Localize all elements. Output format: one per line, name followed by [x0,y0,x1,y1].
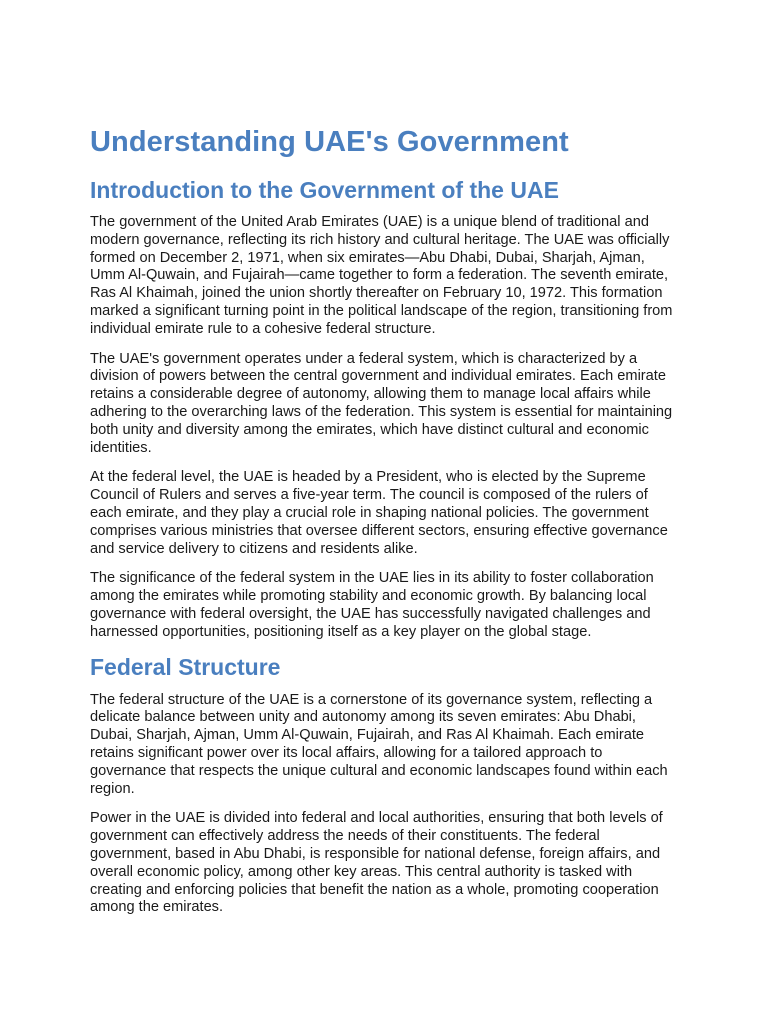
section-introduction [90,175,678,642]
paragraph: The federal structure of the UAE is a cornerstone of its governance system, reflecting a delicate balance between unity and autonomy among its seven emirates: Abu Dhabi, Dubai, Sharjah, Ajman, Umm Al-Quwain, Fujairah, and Ras Al Khaimah. Each emirate retains significant power over its local affairs, allowing for a tailored approach to governance that respects the unique cultural and economic landscapes found within each region. [90,691,668,797]
paragraph: Power in the UAE is divided into federal and local authorities, ensuring that both levels of government can effectively address the needs of their constituents. The federal government, based in Abu Dhabi, is responsible for national defense, foreign affairs, and overall economic policy, among other key areas. This central authority is tasked with creating and enforcing policies that benefit the nation as a whole, promoting cooperation among the emirates. [90,810,663,916]
paragraph: The government of the United Arab Emirates (UAE) is a unique blend of traditional and modern governance, reflecting its rich history and cultural heritage. The UAE was officially formed on December 2, 1971, when six emirates—Abu Dhabi, Dubai, Sharjah, Ajman, Umm Al-Quwain, and Fujairah—came together to form a federation. The seventh emirate, Ras Al Khaimah, joined the union shortly thereafter on February 10, 1972. This formation marked a significant turning point in the political landscape of the region, transitioning from individual emirate rule to a cohesive federal structure. [90,214,673,337]
section-federal-structure [90,652,678,918]
paragraph: The significance of the federal system in the UAE lies in its ability to foster collaboration among the emirates while promoting stability and economic growth. By balancing local governance with federal oversight, the UAE has successfully navigated challenges and harnessed opportunities, positioning itself as a key player on the global stage. [90,570,654,640]
document-title: Understanding UAE's Government [90,126,569,158]
section-heading-federal-structure: Federal Structure [90,653,281,680]
paragraph: The UAE's government operates under a federal system, which is characterized by a division of powers between the central government and individual emirates. Each emirate retains a considerable degree of autonomy, allowing them to manage local affairs while adhering to the overarching laws of the federation. This system is essential for maintaining both unity and diversity among the emirates, which have distinct cultural and economic identities. [90,350,673,456]
paragraph: At the federal level, the UAE is headed by a President, who is elected by the Supreme Council of Rulers and serves a five-year term. The council is composed of the rulers of each emirate, and they play a crucial role in shaping national policies. The government comprises various ministries that oversee different sectors, ensuring effective governance and service delivery to citizens and residents alike. [90,469,668,557]
section-heading-introduction: Introduction to the Government of the UAE [90,177,559,203]
document-page [90,122,678,929]
